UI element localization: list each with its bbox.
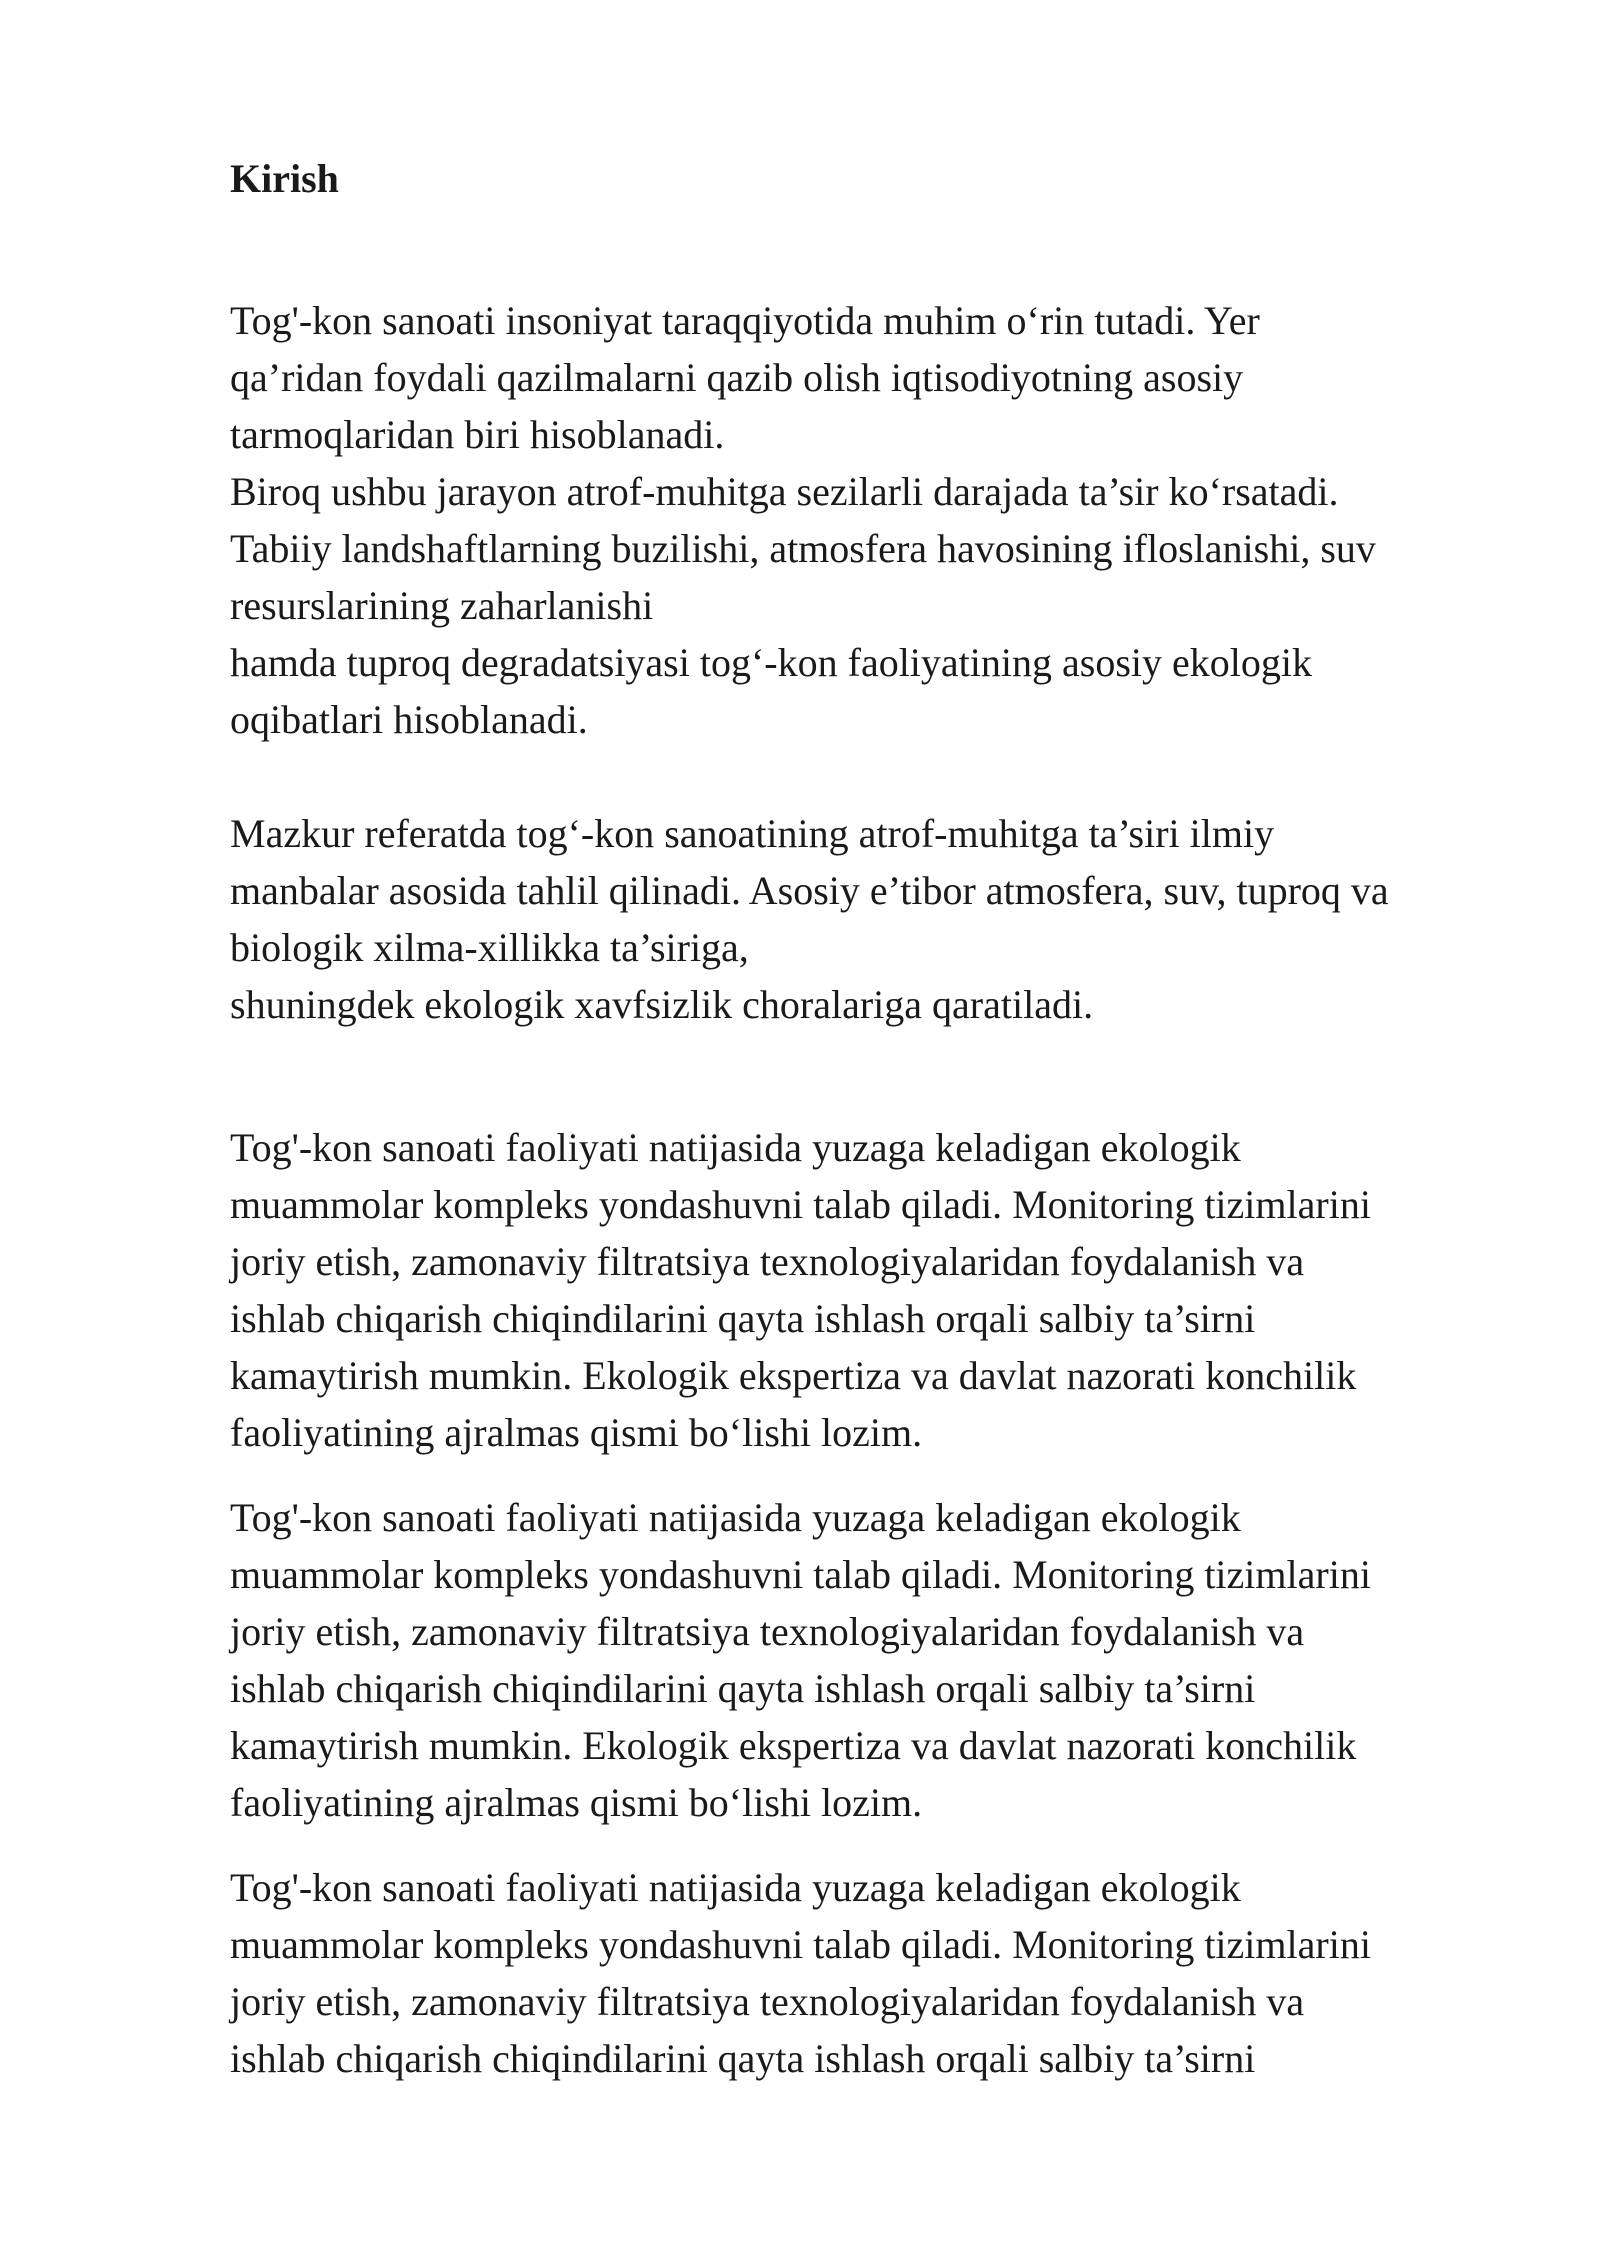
text-line: Tog'-kon sanoati insoniyat taraqqiyotida muhim o‘rin tutadi. Yer bbox=[230, 298, 1260, 343]
text-line: Biroq ushbu jarayon atrof-muhitga sezilarli darajada ta’sir ko‘rsatadi. bbox=[230, 469, 1339, 514]
text-line: muammolar kompleks yondashuvni talab qiladi. Monitoring tizimlarini bbox=[230, 1182, 1371, 1227]
intro-paragraph bbox=[230, 292, 1520, 748]
section-heading: Kirish bbox=[230, 156, 339, 201]
text-line: ishlab chiqarish chiqindilarini qayta ishlash orqali salbiy ta’sirni bbox=[230, 2036, 1256, 2081]
text-line: joriy etish, zamonaviy filtratsiya texnologiyalaridan foydalanish va bbox=[230, 1609, 1305, 1654]
body-paragraph-b bbox=[230, 1489, 1520, 1831]
spacer bbox=[230, 1033, 1520, 1119]
text-line: resurslarining zaharlanishi bbox=[230, 583, 654, 628]
spacer bbox=[230, 748, 1520, 805]
text-line: ishlab chiqarish chiqindilarini qayta ishlash orqali salbiy ta’sirni bbox=[230, 1666, 1256, 1711]
text-line: ishlab chiqarish chiqindilarini qayta ishlash orqali salbiy ta’sirni bbox=[230, 1296, 1256, 1341]
text-line: Tog'-kon sanoati faoliyati natijasida yuzaga keladigan ekologik bbox=[230, 1865, 1241, 1910]
text-line: Tog'-kon sanoati faoliyati natijasida yuzaga keladigan ekologik bbox=[230, 1125, 1241, 1170]
spacer bbox=[230, 207, 1520, 292]
purpose-paragraph bbox=[230, 805, 1520, 1033]
text-line: faoliyatining ajralmas qismi bo‘lishi lozim. bbox=[230, 1780, 923, 1825]
text-line: shuningdek ekologik xavfsizlik choralariga qaratiladi. bbox=[230, 982, 1094, 1027]
text-line: joriy etish, zamonaviy filtratsiya texnologiyalaridan foydalanish va bbox=[230, 1239, 1305, 1284]
body-paragraph-a bbox=[230, 1119, 1520, 1461]
body-paragraph-c bbox=[230, 1859, 1520, 2087]
text-line: hamda tuproq degradatsiyasi tog‘-kon faoliyatining asosiy ekologik bbox=[230, 640, 1312, 685]
text-line: Tog'-kon sanoati faoliyati natijasida yuzaga keladigan ekologik bbox=[230, 1495, 1241, 1540]
text-line: faoliyatining ajralmas qismi bo‘lishi lozim. bbox=[230, 1410, 923, 1455]
document-body bbox=[230, 150, 1520, 2087]
text-line: muammolar kompleks yondashuvni talab qiladi. Monitoring tizimlarini bbox=[230, 1922, 1371, 1967]
text-line: qa’ridan foydali qazilmalarni qazib olish iqtisodiyotning asosiy bbox=[230, 355, 1244, 400]
text-line: kamaytirish mumkin. Ekologik ekspertiza va davlat nazorati konchilik bbox=[230, 1353, 1357, 1398]
text-line: manbalar asosida tahlil qilinadi. Asosiy e’tibor atmosfera, suv, tuproq va bbox=[230, 868, 1389, 913]
text-line: tarmoqlaridan biri hisoblanadi. bbox=[230, 412, 725, 457]
text-line: biologik xilma-xillikka ta’siriga, bbox=[230, 925, 749, 970]
text-line: Mazkur referatda tog‘-kon sanoatining atrof-muhitga ta’siri ilmiy bbox=[230, 811, 1275, 856]
text-line: kamaytirish mumkin. Ekologik ekspertiza va davlat nazorati konchilik bbox=[230, 1723, 1357, 1768]
spacer bbox=[230, 1461, 1520, 1489]
text-line: Tabiiy landshaftlarning buzilishi, atmosfera havosining ifloslanishi, suv bbox=[230, 526, 1376, 571]
text-line: muammolar kompleks yondashuvni talab qiladi. Monitoring tizimlarini bbox=[230, 1552, 1371, 1597]
spacer bbox=[230, 1831, 1520, 1859]
text-line: joriy etish, zamonaviy filtratsiya texnologiyalaridan foydalanish va bbox=[230, 1979, 1305, 2024]
text-line: oqibatlari hisoblanadi. bbox=[230, 697, 588, 742]
